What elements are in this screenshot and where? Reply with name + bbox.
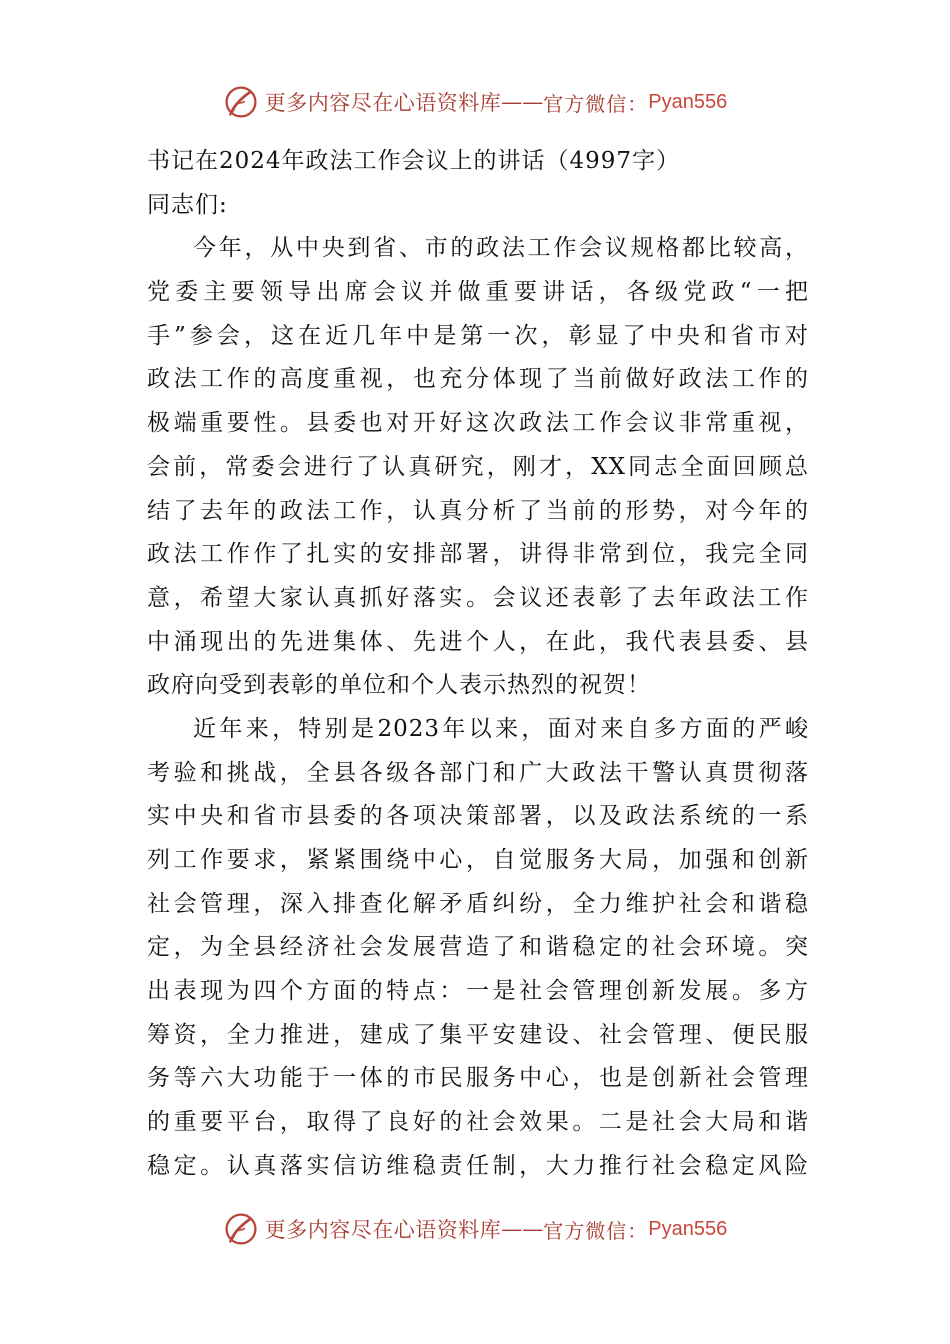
paragraph-line: 实中央和省市县委的各项决策部署，以及政法系统的一系 <box>147 803 809 830</box>
paragraph-line: 今年，从中央到省、市的政法工作会议规格都比较高， <box>193 235 809 262</box>
paragraph-line: 政法工作作了扎实的安排部署，讲得非常到位，我完全同 <box>147 541 809 568</box>
paragraph-line: 党委主要领导出席会议并做重要讲话，各级党政“一把 <box>147 279 809 306</box>
wechat-label: 官方微信： <box>543 91 649 116</box>
paragraph-line: 务等六大功能于一体的市民服务中心，也是创新社会管理 <box>147 1065 809 1092</box>
paragraph-line: 列工作要求，紧紧围绕中心，自觉服务大局，加强和创新 <box>147 847 809 873</box>
paragraph-line: 筹资，全力推进，建成了集平安建设、社会管理、便民服 <box>147 1021 809 1048</box>
paragraph-line: 考验和挑战，全县各级各部门和广大政法干警认真贯彻落 <box>147 759 809 786</box>
paragraph-2 <box>147 708 809 1189</box>
pen-logo-icon <box>223 84 259 120</box>
paragraph-line: 定，为全县经济社会发展营造了和谐稳定的社会环境。突 <box>147 934 809 961</box>
paragraph-1 <box>147 227 809 708</box>
paragraph-line: 出表现为四个方面的特点：一是社会管理创新发展。多方 <box>147 978 809 1005</box>
pen-logo-icon <box>223 1211 259 1247</box>
wechat-handle: Pyan556 <box>648 90 728 113</box>
document-body <box>147 140 809 1189</box>
paragraph-line: 结了去年的政法工作，认真分析了当前的形势，对今年的 <box>147 497 809 524</box>
document-title: 书记在2024年政法工作会议上的讲话（4997字） <box>147 148 681 174</box>
promo-dash: —— <box>501 1217 544 1241</box>
paragraph-line: 的重要平台，取得了良好的社会效果。二是社会大局和谐 <box>147 1109 809 1136</box>
wechat-label: 官方微信： <box>543 1218 649 1243</box>
paragraph-line: 政法工作的高度重视，也充分体现了当前做好政法工作的 <box>147 366 809 393</box>
paragraph-line: 手”参会，这在近几年中是第一次，彰显了中央和省市对 <box>147 322 809 349</box>
paragraph-line: 政府向受到表彰的单位和个人表示热烈的祝贺！ <box>147 672 651 699</box>
wechat-handle: Pyan556 <box>648 1217 728 1240</box>
footer-watermark <box>0 1209 950 1249</box>
promo-text: 更多内容尽在心语资料库 <box>264 1218 502 1242</box>
paragraph-line: 极端重要性。县委也对开好这次政法工作会议非常重视， <box>147 410 809 437</box>
promo-dash: —— <box>501 90 544 114</box>
paragraph-line: 社会管理，深入排查化解矛盾纠纷，全力维护社会和谐稳 <box>147 890 809 917</box>
paragraph-line: 意，希望大家认真抓好落实。会议还表彰了去年政法工作 <box>147 584 809 611</box>
header-watermark <box>0 82 950 122</box>
paragraph-line: 中涌现出的先进集体、先进个人，在此，我代表县委、县 <box>147 628 809 655</box>
paragraph-line: 近年来，特别是2023年以来，面对来自多方面的严峻 <box>193 715 809 742</box>
paragraph-line: 稳定。认真落实信访维稳责任制，大力推行社会稳定风险 <box>147 1152 809 1179</box>
salutation: 同志们: <box>147 191 228 218</box>
paragraph-line: 会前，常委会进行了认真研究，刚才，XX同志全面回顾总 <box>147 453 809 480</box>
promo-text: 更多内容尽在心语资料库 <box>264 91 502 115</box>
